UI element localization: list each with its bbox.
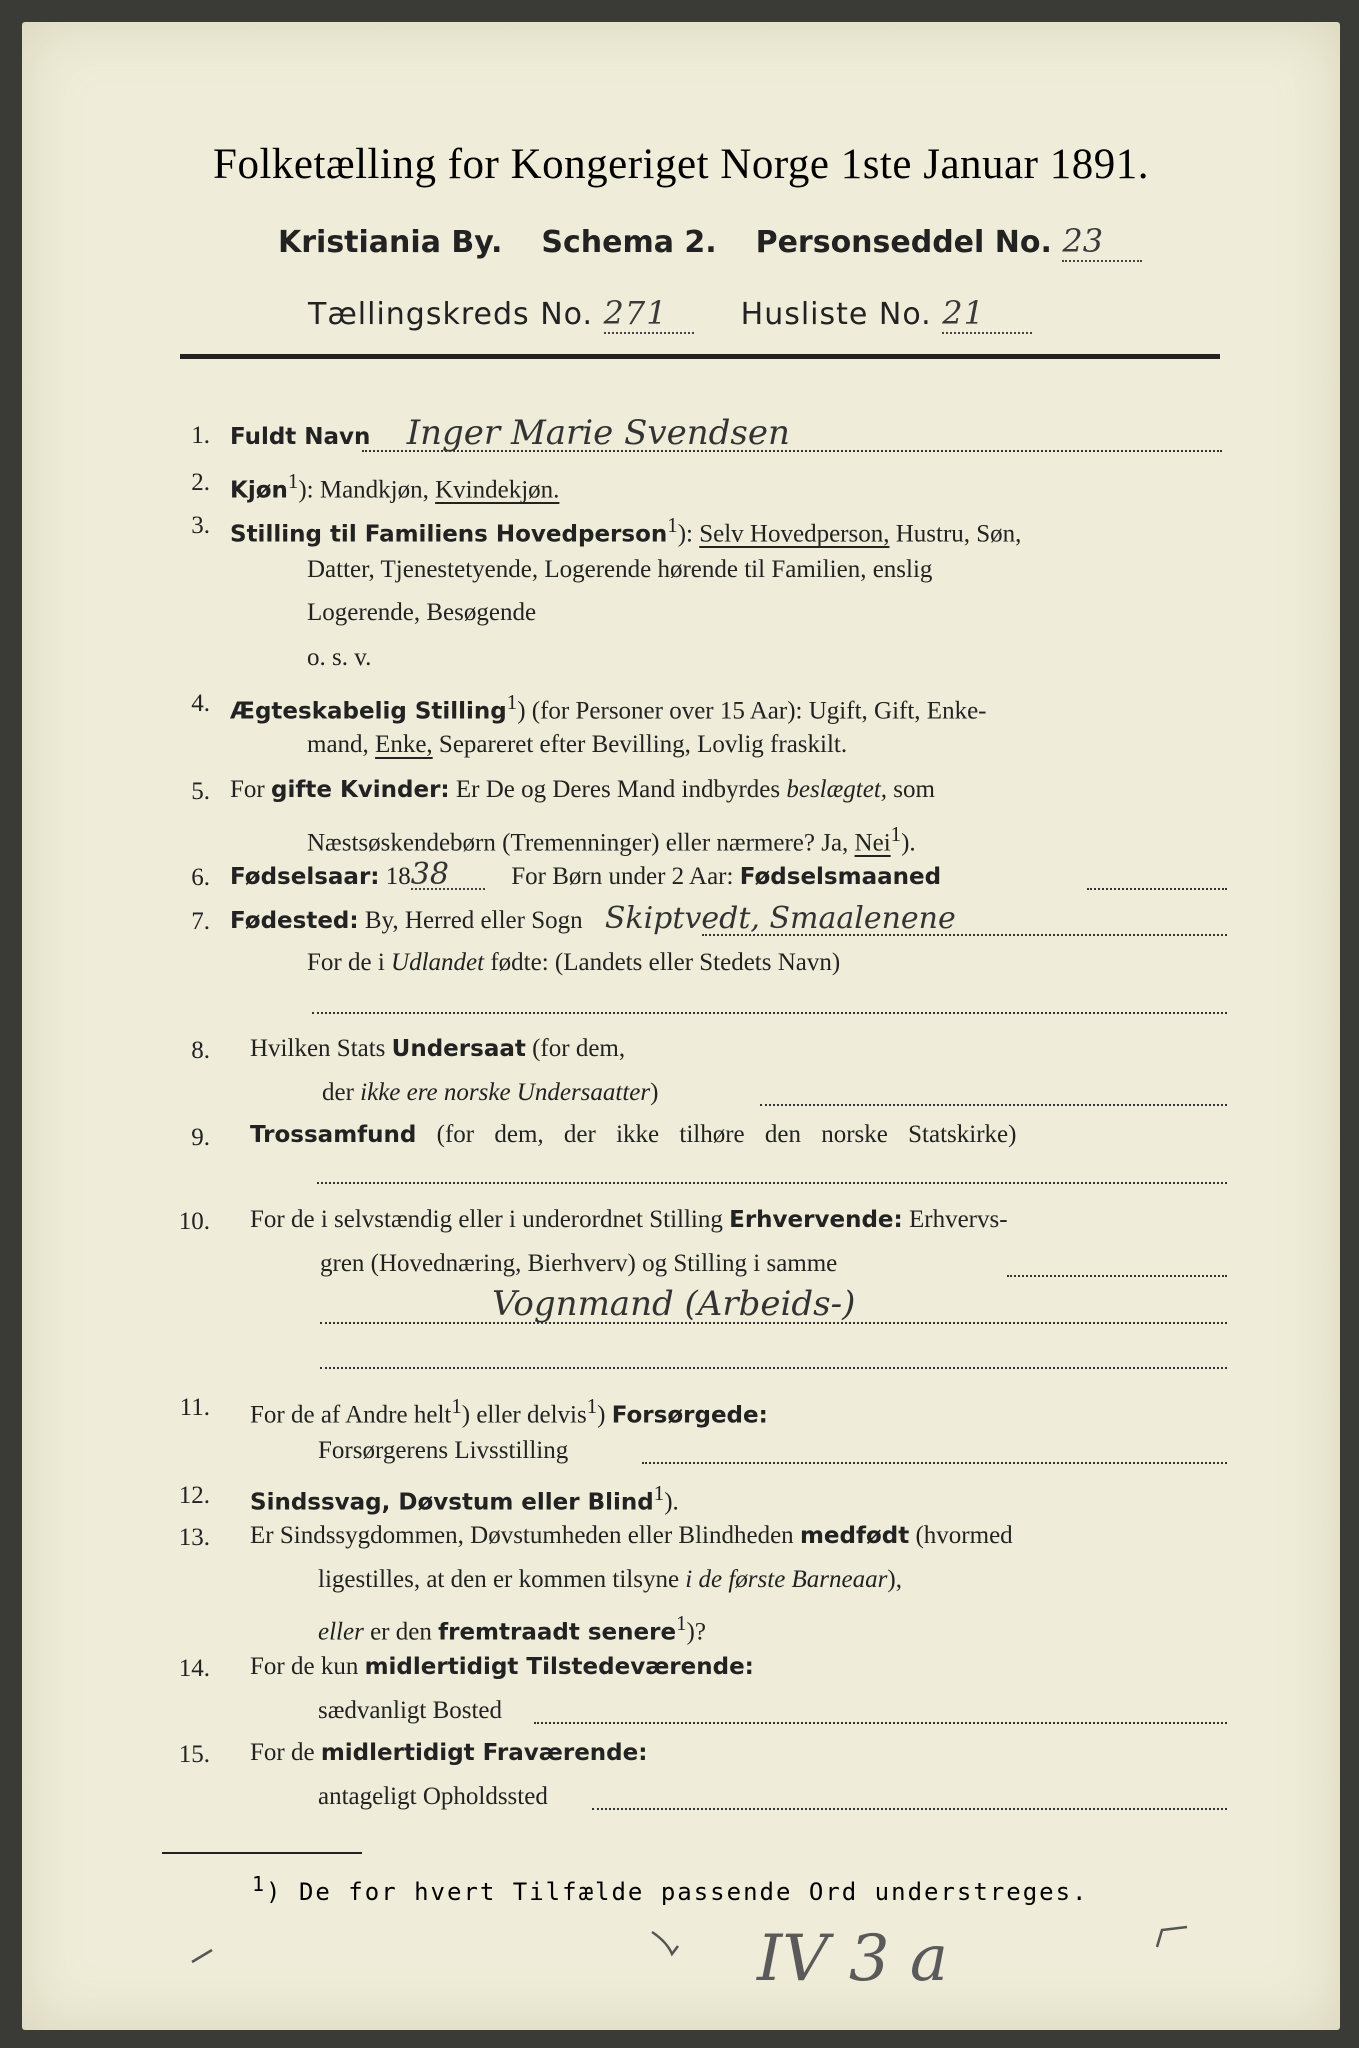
q8-number: 8. — [191, 1037, 210, 1064]
pencil-tick-mid — [652, 1932, 678, 1954]
q14-row-2: sædvanligt Bosted — [318, 1697, 503, 1724]
q3-footnote-mark: 1 — [667, 513, 678, 537]
q12-row — [250, 1480, 679, 1515]
q15-number: 15. — [178, 1741, 210, 1768]
q3-options-1: Hustru, Søn, — [895, 520, 1022, 548]
q6-label-2: Fødselsmaaned — [739, 864, 942, 890]
q4-number: 4. — [191, 690, 210, 717]
q3-sep: ): — [677, 520, 693, 548]
q5-question: Er De og Deres Mand indbyrdes — [455, 776, 781, 803]
q10-row-2: gren (Hovednæring, Bierhverv) og Stilling i samme — [320, 1250, 838, 1277]
q4-options-1: ) (for Personer over 15 Aar): Ugift, Gift, Enke- — [517, 697, 987, 725]
q15-fill-line — [592, 1808, 1227, 1810]
q12-footnote-mark: 1 — [653, 1481, 665, 1505]
q3-options-2: Datter, Tjenestetyende, Logerende hørende til Familien, enslig — [307, 556, 933, 583]
q13-question-2-end: ), — [887, 1566, 902, 1593]
q13-number: 13. — [178, 1524, 210, 1551]
q7-question: By, Herred eller Sogn — [364, 907, 583, 934]
q7-abroad-italic: Udlandet — [391, 949, 485, 976]
q9-question: (for dem, der ikke tilhøre den norske Statskirke) — [436, 1121, 1017, 1148]
q13-question-3: er den — [370, 1618, 432, 1646]
form-title: Folketælling for Kongeriget Norge 1ste Januar 1891. — [213, 141, 1149, 188]
q4-selected-option: Enke, — [375, 731, 433, 758]
q10-fill-line-2 — [320, 1322, 1227, 1324]
footnote-text: ) De for hvert Tilfælde passende Ord understreges. — [266, 1878, 1089, 1906]
q11-row-2: Forsørgerens Livsstilling — [318, 1437, 569, 1464]
q10-question-end: Erhvervs- — [908, 1206, 1008, 1233]
q1-row — [230, 413, 790, 453]
q9-number: 9. — [191, 1124, 210, 1151]
q13-italic-eller: eller — [318, 1618, 364, 1646]
q8-label: Undersaat — [391, 1036, 526, 1062]
q13-question-2: ligestilles, at den er kommen tilsyne — [318, 1566, 680, 1593]
q6-year-value: 38 — [411, 862, 485, 890]
q8-row — [250, 1036, 625, 1062]
q13-footnote-mark: 1 — [676, 1611, 687, 1635]
footnote-rule — [162, 1852, 362, 1854]
q7-number: 7. — [191, 908, 210, 935]
q7-abroad-pre: For de i — [307, 949, 385, 976]
q13-row-3 — [318, 1610, 706, 1645]
q5-number: 5. — [191, 778, 210, 805]
pencil-tick-left — [192, 1950, 212, 1962]
q3-options-4: o. s. v. — [307, 644, 372, 671]
q8-question-end: (for dem, — [532, 1035, 626, 1062]
q4-footnote-mark: 1 — [506, 690, 518, 714]
q7-row — [230, 901, 956, 936]
census-form-sheet — [22, 22, 1340, 2030]
q13-row-2 — [318, 1567, 902, 1593]
q4-options-2: Separeret efter Bevilling, Lovlig fraskilt. — [438, 731, 848, 758]
q15-row — [250, 1740, 647, 1766]
q7-fill-line-2 — [312, 1012, 1227, 1014]
q6-row — [230, 857, 942, 892]
q3-options-3: Logerende, Besøgende — [307, 599, 537, 626]
form-subheader-2 — [308, 294, 1032, 334]
q11-question-mid: ) eller delvis — [461, 1401, 587, 1429]
q6-number: 6. — [191, 864, 210, 891]
q8-row-2 — [322, 1080, 658, 1106]
q6-question: For Børn under 2 Aar: — [511, 863, 734, 890]
q2-selected-option: Kvindekjøn. — [435, 476, 560, 504]
q13-question: Er Sindssygdommen, Døvstumheden eller Blindheden — [250, 1522, 794, 1549]
q5-footnote-mark: 1 — [890, 822, 902, 846]
q8-der: der — [322, 1079, 354, 1106]
q2-options: ): Mandkjøn, — [298, 476, 429, 504]
q5-italic: beslægtet, — [786, 776, 888, 803]
q5-selected-option: Nei — [854, 829, 891, 857]
q8-fill-line — [760, 1104, 1227, 1106]
q15-label: midlertidigt Fraværende: — [320, 1740, 648, 1766]
q2-footnote-mark: 1 — [287, 469, 299, 493]
q5-pre: For — [230, 776, 265, 803]
kreds-number: 271 — [604, 294, 694, 334]
q10-number: 10. — [178, 1208, 210, 1235]
q8-italic: ikke ere norske Undersaatter — [360, 1079, 651, 1106]
q7-abroad-question: fødte: (Landets eller Stedets Navn) — [490, 949, 841, 976]
q4-option-mand: mand, — [307, 731, 369, 758]
q3-label: Stilling til Familiens Hovedperson — [230, 521, 668, 548]
q9-fill-line — [317, 1182, 1227, 1184]
q3-number: 3. — [191, 512, 210, 539]
q5-question-2: Næstsøskendebørn (Tremenninger) eller nærmere? Ja, — [307, 829, 849, 857]
q13-question-end: (hvormed — [915, 1522, 1013, 1549]
q4-row-2 — [307, 732, 847, 758]
q10-question: For de i selvstændig eller i underordnet Stilling — [250, 1206, 723, 1233]
q14-number: 14. — [178, 1655, 210, 1682]
q8-question: Hvilken Stats — [250, 1035, 386, 1062]
q10-label: Erhvervende: — [729, 1207, 903, 1233]
q14-label: midlertidigt Tilstedeværende: — [364, 1654, 754, 1680]
pencil-annotation: IV 3 a — [757, 1922, 949, 1996]
q3-selected-option: Selv Hovedperson, — [699, 520, 890, 548]
q9-row — [250, 1122, 1016, 1148]
q2-label: Kjøn — [230, 477, 288, 504]
form-subheader — [278, 222, 1142, 262]
pencil-tick-right — [1157, 1927, 1187, 1947]
q5-row — [230, 777, 935, 803]
footnote — [252, 1872, 1089, 1906]
q12-label: Sindssvag, Døvstum eller Blind — [250, 1489, 654, 1516]
q2-number: 2. — [191, 469, 210, 496]
q1-label: Fuldt Navn — [230, 424, 371, 450]
q5-close: ). — [901, 829, 916, 857]
kreds-label: Tællingskreds No. — [308, 297, 593, 332]
q14-question: For de kun — [250, 1653, 359, 1680]
q9-label: Trossamfund — [250, 1122, 417, 1148]
q11-close: ) — [597, 1401, 606, 1429]
q10-fill-line — [1007, 1275, 1227, 1277]
q3-row — [230, 512, 1021, 547]
q14-row — [250, 1654, 754, 1680]
q11-row — [250, 1393, 768, 1428]
q7-row-2 — [307, 950, 840, 976]
pencil-marks — [172, 1912, 1222, 2022]
q12-number: 12. — [178, 1482, 210, 1509]
q11-footnote-mark-2: 1 — [586, 1394, 598, 1418]
q13-close: )? — [686, 1618, 706, 1646]
q11-footnote-mark-1: 1 — [451, 1394, 462, 1418]
q15-row-2: antageligt Opholdssted — [318, 1783, 548, 1810]
q5-question-end: som — [893, 776, 935, 803]
q11-question: For de af Andre helt — [250, 1401, 452, 1429]
q12-close: ). — [664, 1488, 679, 1516]
q8-close: ) — [650, 1079, 659, 1106]
q10-row — [250, 1207, 1008, 1233]
header-rule — [180, 354, 1220, 359]
q13-label-2: fremtraadt senere — [438, 1619, 677, 1646]
q1-number: 1. — [191, 422, 210, 449]
q6-fill-line — [1087, 888, 1227, 890]
q10-occupation-value: Vognmand (Arbeids-) — [492, 1284, 856, 1324]
q14-fill-line — [534, 1722, 1227, 1724]
city-label: Kristiania By. — [278, 225, 503, 260]
q13-row — [250, 1523, 1013, 1549]
q7-birthplace-value: Skiptvedt, Smaalenene — [604, 901, 956, 936]
q1-fill-line — [362, 450, 1222, 452]
q4-label: Ægteskabelig Stilling — [230, 698, 507, 725]
husliste-label: Husliste No. — [740, 297, 932, 332]
husliste-number: 21 — [942, 294, 1032, 334]
q6-year-prefix: 18 — [385, 863, 411, 890]
q1-name-value: Inger Marie Svendsen — [406, 413, 790, 453]
q2-row — [230, 468, 559, 503]
q5-row-2 — [307, 821, 916, 856]
q11-label: Forsørgede: — [611, 1402, 768, 1429]
q6-label: Fødselsaar: — [230, 864, 380, 890]
q13-label: medfødt — [799, 1523, 910, 1549]
schema-label: Schema 2. — [541, 225, 717, 260]
q5-label: gifte Kvinder: — [270, 777, 450, 803]
q11-fill-line — [642, 1462, 1227, 1464]
footnote-mark: 1 — [252, 1872, 267, 1896]
q13-italic: i de første Barneaar — [685, 1566, 888, 1593]
q10-fill-line-3 — [320, 1367, 1227, 1369]
q4-row — [230, 689, 987, 724]
q15-question: For de — [250, 1739, 315, 1766]
q7-fill-line — [702, 934, 1227, 936]
q11-number: 11. — [179, 1394, 210, 1421]
personseddel-number: 23 — [1062, 222, 1142, 262]
q7-label: Fødested: — [230, 908, 359, 934]
personseddel-label: Personseddel No. — [755, 225, 1052, 260]
